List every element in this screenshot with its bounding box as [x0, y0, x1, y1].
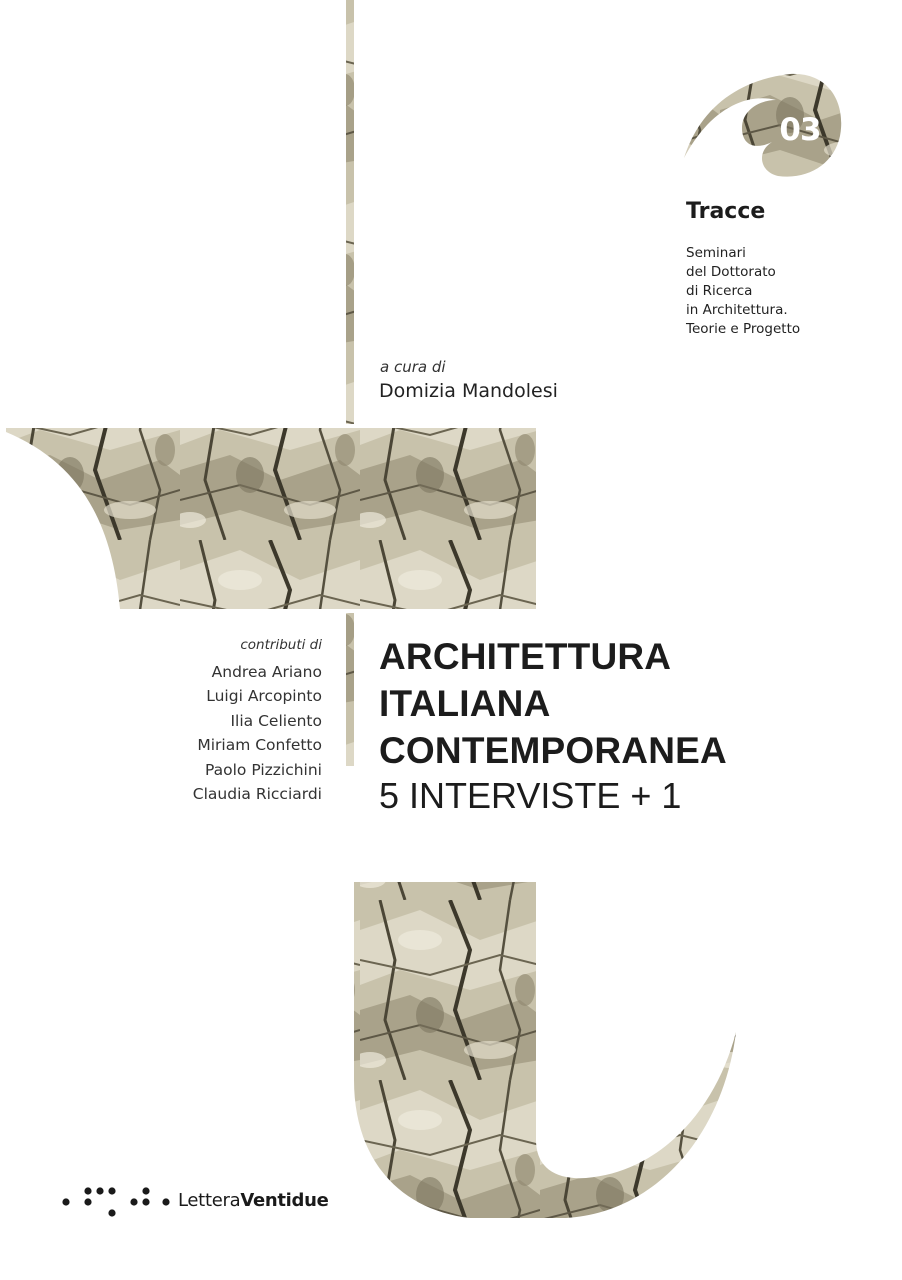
book-subtitle: 5 INTERVISTE + 1 [379, 775, 682, 816]
series-description-line: Teorie e Progetto [686, 321, 801, 337]
series-number-badge: 03 [779, 112, 821, 148]
contributor-name: Miriam Confetto [197, 736, 322, 755]
book-title-line: CONTEMPORANEA [379, 730, 727, 771]
book-title-line: ITALIANA [379, 683, 551, 724]
contributors-label: contributi di [240, 637, 322, 653]
contributor-name: Paolo Pizzichini [204, 760, 322, 779]
series-description-line: del Dottorato [686, 264, 776, 280]
series-description-line: di Ricerca [686, 283, 753, 299]
publisher-dots-logo-icon [60, 1182, 172, 1222]
publisher-name-bold: Ventidue [240, 1190, 329, 1211]
publisher-name-light: Lettera [178, 1190, 241, 1211]
series-description-line: in Architettura. [686, 302, 788, 318]
contributor-name: Andrea Ariano [211, 663, 322, 681]
contributor-name: Luigi Arcopinto [206, 687, 322, 706]
contributor-name: Ilia Celiento [230, 711, 322, 730]
series-description [686, 244, 886, 339]
book-title-line: ARCHITETTURA [379, 636, 672, 677]
series-description-line: Seminari [686, 245, 746, 261]
series-title: Tracce [686, 199, 766, 224]
editor-label: a cura di [380, 358, 446, 376]
contributors-list [80, 660, 322, 806]
publisher-name [178, 1190, 329, 1211]
editor-name: Domizia Mandolesi [379, 380, 558, 402]
contributor-name: Claudia Ricciardi [192, 785, 322, 804]
